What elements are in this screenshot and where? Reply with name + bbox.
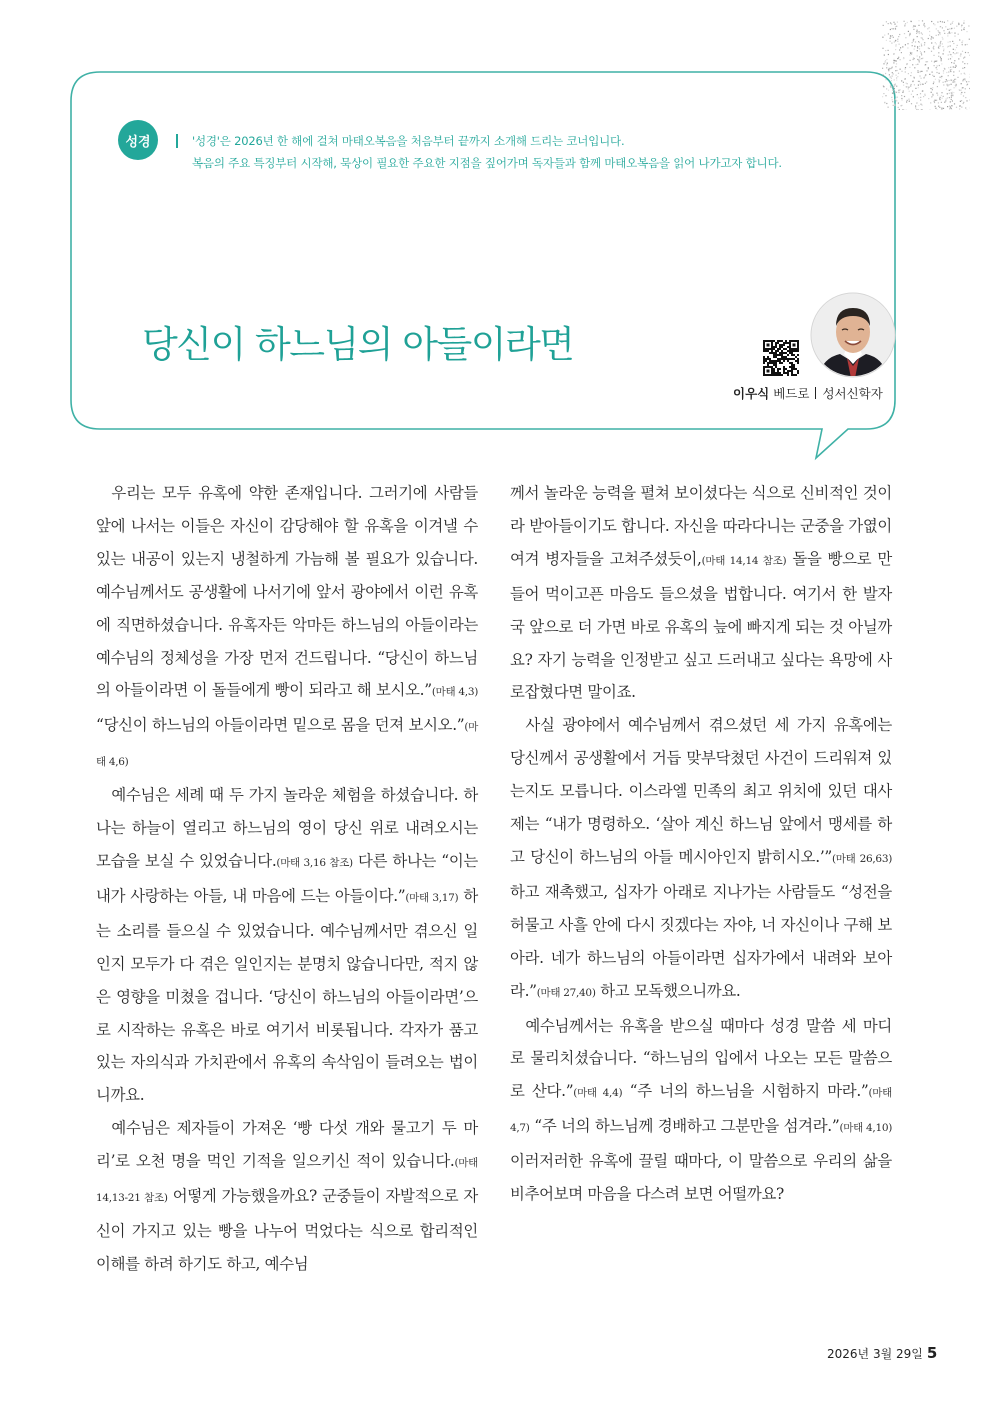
paragraph: [510, 709, 892, 1009]
paragraph-text: “당신이 하느님의 아들이라면 밑으로 몸을 던져 보시오.”: [96, 716, 465, 735]
paragraph-text: 이러저러한 유혹에 끌릴 때마다, 이 말씀으로 우리의 삶을 비추어보며 마음을 다스려 보면 어떨까요?: [510, 1152, 892, 1204]
paragraph-text: 하고 모독했으니까요.: [595, 981, 741, 1000]
page-number: 5: [926, 1344, 938, 1362]
author-byline: [733, 384, 883, 402]
author-baptismal-name: 베드로: [773, 386, 810, 401]
body-column-right: [510, 477, 892, 1211]
paragraph-text: 예수님께서는 유혹을 받으실 때마다 성경 말씀 세 마디로 물리치셨습니다. “하느님의 입에서 나오는 모든 말씀으로 산다.”: [510, 1016, 892, 1101]
paragraph: [510, 477, 892, 709]
scripture-reference: (마태 3,17): [405, 891, 459, 904]
paragraph-text: 예수님은 제자들이 가져온 ‘빵 다섯 개와 물고기 두 마리’로 오천 명을 먹인 기적을 일으키신 적이 있습니다.: [96, 1119, 478, 1171]
scripture-reference: (마태 4,7): [510, 1087, 892, 1135]
intro-line-2: 복음의 주요 특징부터 시작해, 묵상이 필요한 주요한 지점을 짚어가며 독자들과 함께 마태오복음을 읽어 나가고자 합니다.: [192, 156, 782, 170]
scripture-reference: (마태 14,14 참조): [701, 554, 787, 567]
paragraph-text: 다른 하나는 “이는 내가 사랑하는 아들, 내 마음에 드는 아들이다.”: [96, 851, 478, 905]
author-name: 이우식: [733, 386, 770, 401]
scripture-reference: (마태 4,3): [431, 686, 479, 699]
paragraph-text: 어떻게 가능했을까요? 군중들이 자발적으로 자신이 가지고 있는 빵을 나누어 먹었다는 식으로 합리적인 이해를 하려 하기도 하고, 예수님: [96, 1187, 478, 1273]
paragraph: [96, 477, 478, 779]
page-footer: [827, 1344, 937, 1362]
issue-date: 2026년 3월 29일: [827, 1347, 923, 1361]
scripture-reference: (마태 27,40): [536, 986, 596, 999]
author-role: 성서신학자: [822, 386, 883, 401]
scripture-reference: (마태 4,6): [96, 721, 478, 769]
paragraph-text: 사실 광야에서 예수님께서 겪으셨던 세 가지 유혹에는 당신께서 공생활에서 거듭 맞부닥쳤던 사건이 드리워져 있는지도 모릅니다. 이스라엘 민족의 최고 위치에 있던 대사제는 “내가 명령하오. ‘살아 계신 하느님 앞에서 맹세를 하고 당신이 하느님의 아들 메시아인지 밝히시오.’”: [510, 716, 892, 866]
article-title: 당신이 하느님의 아들이라면: [142, 323, 574, 366]
scripture-reference: (마태 3,16 참조): [276, 856, 353, 869]
paragraph: [510, 1010, 892, 1211]
intro-line-1: '성경'은 2026년 한 해에 걸쳐 마태오복음을 처음부터 끝까지 소개해 드리는 코너입니다.: [192, 134, 625, 148]
scripture-reference: (마태 4,10): [839, 1122, 893, 1135]
paragraph: [96, 1112, 478, 1281]
scripture-reference: (마태 26,63): [832, 852, 892, 865]
paragraph-text: 예수님은 세례 때 두 가지 놀라운 체험을 하셨습니다. 하나는 하늘이 열리고 하느님의 영이 당신 위로 내려오시는 모습을 보실 수 있었습니다.: [96, 786, 478, 870]
author-separator: [815, 387, 816, 399]
author-photo: [810, 292, 896, 378]
body-column-left: [96, 477, 478, 1281]
paragraph-text: 께서 놀라운 능력을 펼쳐 보이셨다는 식으로 신비적인 것이라 받아들이기도 합니다. 자신을 따라다니는 군중을 가엾이 여겨 병자들을 고쳐주셨듯이,: [510, 484, 892, 568]
scripture-reference: (마태 14,13-21 참조): [96, 1157, 478, 1205]
paragraph-text: 하는 소리를 들으실 수 있었습니다. 예수님께서만 겪으신 일인지 모두가 다 겪은 일인지는 분명치 않습니다만, 적지 않은 영향을 미쳤을 겁니다. ‘당신이 하느님의 아들이라면’으로 시작하는 유혹은 바로 여기서 비롯됩니다. 각자가 품고 있는 자의식과 가치관에서 유혹의 속삭임이 들려오는 법이니까요.: [96, 886, 478, 1105]
paragraph-text: “주 너의 하느님께 경배하고 그분만을 섬겨라.”: [529, 1117, 840, 1136]
qr-code-icon[interactable]: [763, 340, 799, 376]
paragraph: [96, 779, 478, 1112]
paragraph-text: 하고 재촉했고, 십자가 아래로 지나가는 사람들도 “성전을 허물고 사흘 안에 다시 짓겠다는 자야, 너 자신이나 구해 보아라. 네가 하느님의 아들이라면 십자가에서 내려와 보아라.”: [510, 882, 892, 1000]
scripture-reference: (마태 4,4): [573, 1087, 623, 1100]
intro-separator: [176, 134, 178, 148]
paragraph-text: 돌을 빵으로 만들어 먹이고픈 마음도 들으셨을 법합니다. 여기서 한 발자국 앞으로 더 가면 바로 유혹의 늪에 빠지게 되는 것 아닐까요? 자기 능력을 인정받고 싶고 드러내고 싶다는 욕망에 사로잡혔다면 말이죠.: [510, 549, 892, 702]
paragraph-text: 우리는 모두 유혹에 약한 존재입니다. 그러기에 사람들 앞에 나서는 이들은 자신이 감당해야 할 유혹을 이겨낼 수 있는 내공이 있는지 냉철하게 가늠해 볼 필요가 있습니다. 예수님께서도 공생활에 나서기에 앞서 광야에서 이런 유혹에 직면하셨습니다. 유혹자든 악마든 하느님의 아들이라는 예수님의 정체성을 가장 먼저 건드립니다. “당신이 하느님의 아들이라면 이 돌들에게 빵이 되라고 해 보시오.”: [96, 484, 478, 700]
corner-texture-decoration: [882, 20, 970, 110]
section-badge: 성경: [118, 120, 158, 160]
paragraph-text: “주 너의 하느님을 시험하지 마라.”: [622, 1082, 869, 1101]
